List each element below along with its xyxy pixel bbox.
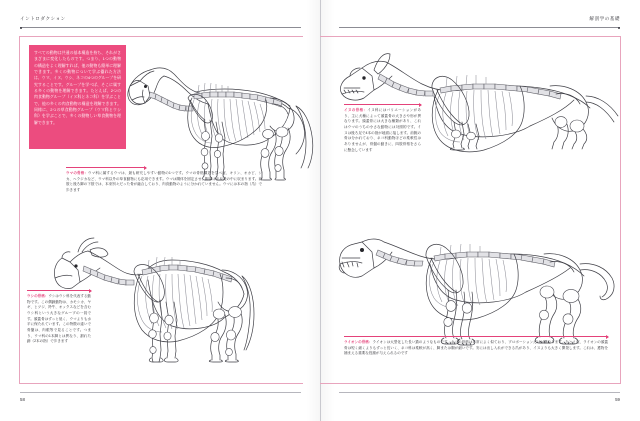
caption-rule-horse [66, 167, 146, 168]
introduction-callout [27, 43, 128, 151]
dog-caption-body [344, 108, 421, 153]
header-rule-right [339, 27, 620, 28]
running-head-left: イントロダクション [20, 16, 66, 21]
horse-caption-body [66, 171, 262, 194]
cow-caption-heading: ウシの骨格： [27, 294, 49, 298]
header-rule-marker-right [618, 27, 620, 29]
header-rule-marker-left [20, 27, 22, 29]
cow-caption-text: ウシはウシ科を代表する動物です。この偶蹄動物は、カモシカ、ヤギ、ヒツジ、羚牛、オックスなどを含むウシ科という大きなグループの一員です。頭蓋骨はずっと低く、ウマよりも水平に保たれています。この特徴の違いで骨盤は、肉眼等で見ることです。つまり、ウマ科の1本脚とは異なり、割れた蹄（2本の指）で歩きます [27, 294, 91, 344]
dog-caption-text: イヌ科にはバリエーションがあり、主に犬種によって頭蓋骨の大きさや形が異なります。頭蓋骨には大きな種類があり、これはウマのうちの小さな動物には対照的です。イヌは後ろ足で4本の指が地面に接します。前腕の骨は分かれており、ネコ科動物ほどの柔軟性はありませんが、骨盤の動きに、四肢骨格をさらに懸念しています [344, 108, 421, 152]
header-rule-left [20, 27, 301, 28]
page-number-right: 59 [615, 397, 620, 402]
cow-caption-body [27, 294, 91, 345]
horse-caption-heading: ウマの骨格： [66, 171, 89, 175]
running-head-right: 解剖学の基礎 [589, 16, 620, 21]
caption-rule-cow [27, 290, 91, 291]
caption-rule-dog [344, 104, 421, 105]
lion-caption-heading: ライオンの骨格： [344, 340, 373, 344]
page-number-left: 58 [20, 397, 25, 402]
dog-caption [344, 104, 421, 153]
footer-rule-right [339, 392, 620, 393]
lion-caption [344, 336, 608, 357]
horse-caption [66, 167, 262, 194]
caption-rule-lion [344, 336, 608, 337]
footer-rule-left [20, 392, 301, 393]
horse-caption-text: ウマ科に属するウマは、最も研究しやすい動物の1つです。ウマの骨格構造を学べば、キリン、オカピ、シカ、ヘラジカなど、ウマ科以外の草食動物にも応用できます。ウマは胴体を固定させ、脚部は正反発の中に収まります。前肢と後ろ脚の下肢では、本来別々だった骨が融合しており、肉食動物のように分かれていません。ウマには本の指（爪）で歩きます [66, 171, 262, 193]
introduction-text: すべての動物は共通の基本構造を持ち、それがさまざまに変化したものです。つまり、1つの動物の構造をよく理解すれば、他の動物も簡単に理解できます。多くの動物について学ぶ優れた方法は、ウマ、イヌ、ウシ、ネコの4つのグループを研究することです。グループを学べば、そこに属する多くの動物を理解できます。たとえば、2つの肉食動物グループ（イヌ科とネコ科）を学ぶことで、他の多くの肉食動物の構造を理解できます。同様に、2つの草食動物グループ（ウマ科とウシ科）を学ぶことで、多くの動物しい草食動物を理解できます。 [34, 50, 121, 125]
horse-skeleton-illustration [120, 48, 316, 180]
lion-caption-text: ライオンは大型化した長い猫のようなものです。ネコの骨格は非常によく似ており、プロポーションだけが異なります。たとえば、ライオンの頭蓋骨は短く細くよりもずっと長いく、ネコ科は柔軟が高く、脚または胴が細いです。安には出し入れができる爪があり、イヌよりも大きく開発します。これは、獲物を捕まえる重要な役割が与えられるのです [344, 340, 608, 356]
lion-skeleton-illustration [334, 218, 618, 346]
lion-caption-body [344, 340, 608, 357]
dog-caption-heading: イヌの骨格： [344, 108, 368, 112]
cow-caption [27, 290, 91, 345]
